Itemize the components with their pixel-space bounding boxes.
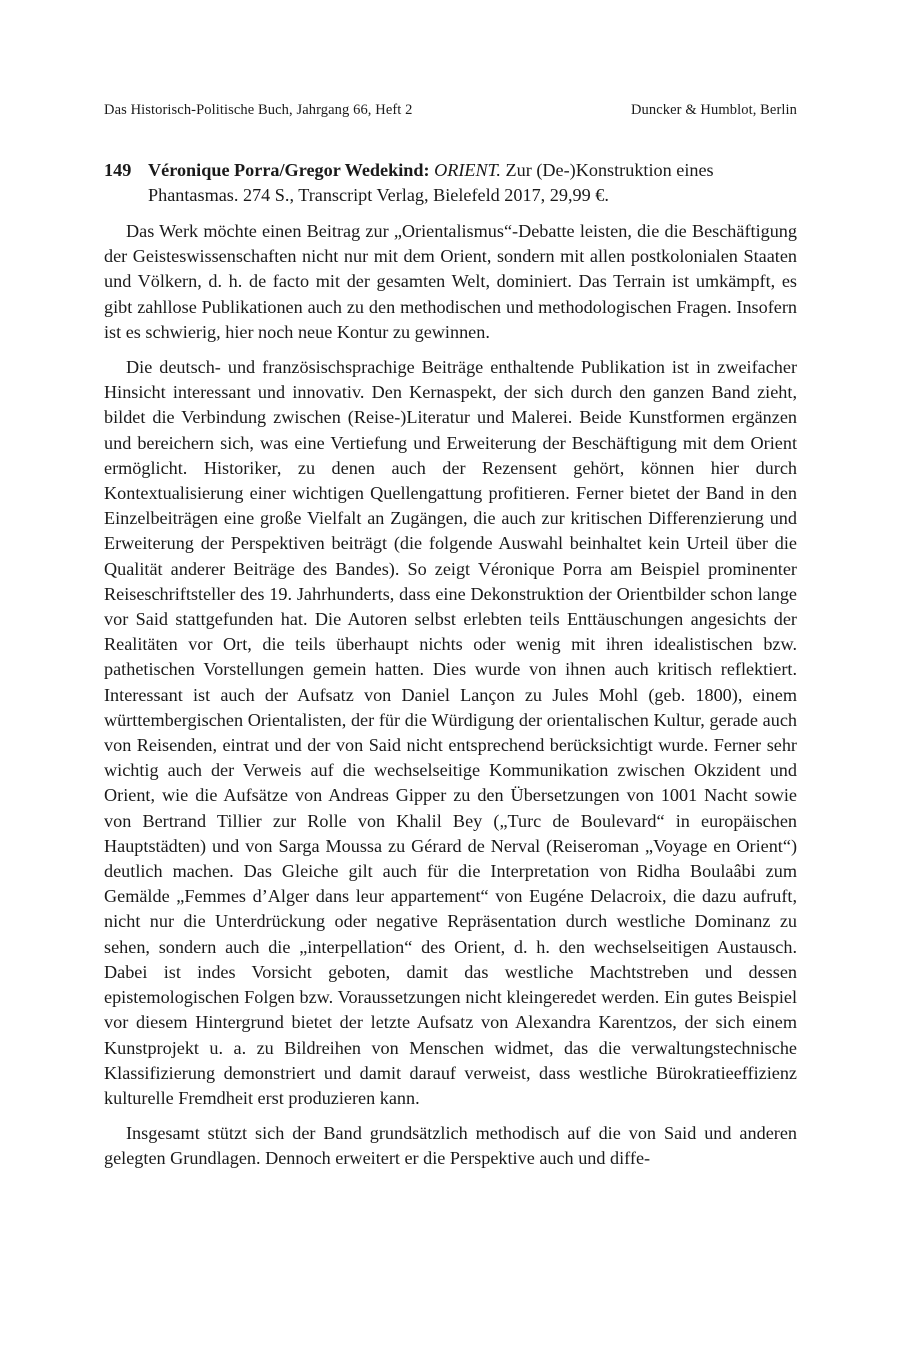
bibliographic-citation: [104, 158, 797, 208]
paragraph: Das Werk möchte einen Beitrag zur „Orientalismus“-Debatte leisten, die die Beschäftigung der Geisteswissenschaften nicht nur mit dem Orient, sondern mit allen postkolonialen Staaten und Völkern, d. h. de facto mit der gesamten Welt, dominiert. Das Terrain ist umkämpft, es gibt zahllose Publikationen auch zu den methodischen und methodologischen Fragen. Insofern ist es schwierig, hier noch neue Kontur zu gewinnen.: [104, 221, 797, 342]
journal-title: Das Historisch-Politische Buch, Jahrgang 66, Heft 2: [104, 102, 413, 118]
book-title-details: Zur (De-)Konstruktion eines Phantasmas. 274 S., Transcript Verlag, Bielefeld 2017, 29,99 €.: [148, 160, 714, 205]
book-authors: Véronique Porra/Gregor Wedekind:: [148, 160, 430, 180]
paragraph: Die deutsch- und französischsprachige Beiträge enthaltende Publikation ist in zweifacher Hinsicht interessant und innovativ. Den Kernaspekt, der sich durch den ganzen Band zieht, bildet die Verbindung zwischen (Reise-)Literatur und Malerei. Beide Kunstformen ergänzen und bereichern sich, was eine Vertiefung und Erweiterung der Beschäftigung mit dem Orient ermöglicht. Historiker, zu denen auch der Rezensent gehört, können hier durch Kontextualisierung einer wichtigen Quellengattung profitieren. Ferner bietet der Band in den Einzelbeiträgen eine große Vielfalt an Zugängen, die auch zur kritischen Differenzierung und Erweiterung der Perspektiven beiträgt (die folgende Auswahl beinhaltet kein Urteil über die Qualität anderer Beiträge des Bandes). So zeigt Véronique Porra am Beispiel prominenter Reiseschriftsteller des 19. Jahrhunderts, dass eine Dekonstruktion der Orientbilder schon lange vor Said stattgefunden hat. Die Autoren selbst erlebten teils Enttäuschungen angesichts der Realitäten vor Ort, die teils überhaupt nichts oder wenig mit ihren idealistischen bzw. pathetischen Vorstellungen gemein hatten. Dies wurde von ihnen auch kritisch reflektiert. Interessant ist auch der Aufsatz von Daniel Lançon zu Jules Mohl (geb. 1800), einem württembergischen Orientalisten, der für die Würdigung der orientalischen Kultur, gerade auch von Reisenden, eintrat und der von Said nicht entsprechend berücksichtigt wurde. Ferner sehr wichtig auch der Verweis auf die wechselseitige Kommunikation zwischen Okzident und Orient, wie die Aufsätze von Andreas Gipper zu den Übersetzungen von 1001 Nacht sowie von Bertrand Tillier zur Rolle von Khalil Bey („Turc de Boulevard“ in europäischen Hauptstädten) und von Sarga Moussa zu Gérard de Nerval (Reiseroman „Voyage en Orient“) deutlich machen. Das Gleiche gilt auch für die Interpretation von Ridha Boulaâbi zum Gemälde „Femmes d’Alger dans leur appartement“ von Eugéne Delacroix, die dazu aufruft, nicht nur die Unterdrückung oder negative Repräsentation durch westliche Dominanz zu sehen, sondern auch die „interpellation“ des Orient, d. h. den wechselseitigen Austausch. Dabei ist indes Vorsicht geboten, damit das westliche Machtstreben und dessen epistemologischen Folgen bzw. Voraussetzungen nicht kleingeredet werden. Ein gutes Beispiel vor diesem Hintergrund bietet der letzte Aufsatz von Alexandra Karentzos, der sich einem Kunstprojekt u. a. zu Bildreihen von Menschen widmet, das die verwaltungstechnische Klassifizierung demonstriert und damit darauf verweist, dass westliche Bürokratieeffizienz kulturelle Fremdheit erst produzieren kann.: [104, 357, 797, 1108]
review-body: [104, 219, 797, 1172]
review-entry: [104, 158, 797, 1182]
entry-number: 149: [104, 160, 132, 180]
book-title-italic: ORIENT.: [434, 160, 501, 180]
running-header: [104, 101, 797, 119]
paragraph: Insgesamt stützt sich der Band grundsätzlich methodisch auf die von Said und anderen gelegten Grundlagen. Dennoch erweitert er die Perspektive auch und diffe-: [104, 1123, 797, 1169]
publisher: Duncker & Humblot, Berlin: [630, 102, 797, 118]
